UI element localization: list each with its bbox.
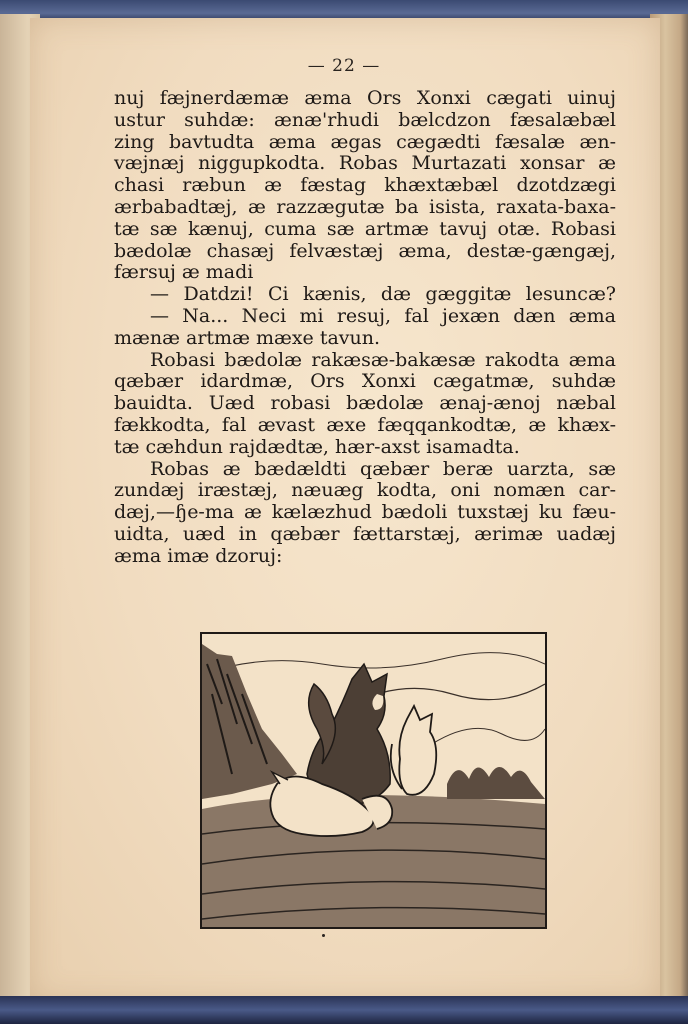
page-number: — 22 — [307, 56, 381, 76]
text-line: dæj,—ɧe-ma æ kælæzhud bædoli tuxstæj ku fæu- [114, 501, 616, 524]
text-line: uidta, uæd in qæbær fættarstæj, ærimæ uadæj [114, 522, 616, 545]
book-binding-bottom [0, 996, 688, 1024]
text-line: qæbær idardmæ, Ors Xonxi cægatmæ, suhdæ [114, 370, 616, 393]
text-line: tæ sæ kænuj, cuma sæ artmæ tavuj otæ. Robasi [114, 217, 616, 240]
page-speck [322, 934, 325, 937]
fox-engraving-image [202, 634, 545, 927]
dialogue-line: — Na... Neci mi resuj, fal jexæn dæn æma [150, 304, 616, 327]
text-line: bauidta. Uæd robasi bædolæ ænaj-ænoj næbal [114, 392, 616, 415]
text-line: ustur suhdæ: ænæ'rhudi bælcdzon fæsalæbæl [114, 108, 616, 131]
paragraph-start-line: Robasi bædolæ rakæsæ-bakæsæ rakodta æma [150, 348, 616, 371]
text-line: zing bavtudta æma ægas cægædti fæsalæ æn- [114, 130, 616, 153]
text-line: mænæ artmæ mæxe tavun. [114, 326, 381, 349]
text-line: ærbabadtæj, æ razzægutæ ba isista, raxata-baxa- [114, 195, 616, 218]
paragraph-start-line: Robas æ bædældti qæbær beræ uarzta, sæ [150, 457, 616, 480]
fox-illustration [200, 632, 547, 929]
body-text [114, 88, 616, 568]
text-line: tæ cæhdun rajdædtæ, hær-axst isamadta. [114, 435, 520, 458]
text-line: væjnæj niggupkodta. Robas Murtazati xonsar æ [114, 152, 616, 175]
text-line: bædolæ chasæj felvæstæj æma, destæ-gængæj, [114, 239, 616, 262]
dialogue-line: — Datdzi! Ci kænis, dæ gæggitæ lesuncæ? [150, 283, 616, 306]
text-line: nuj fæjnerdæmæ æma Ors Xonxi cægati uinuj [114, 87, 616, 109]
text-line: æma imæ dzoruj: [114, 544, 283, 567]
text-line: chasi ræbun æ fæstag khæxtæbæl dzotdzægi [114, 174, 616, 197]
text-line: fækkodta, fal ævast æxe fæqqankodtæ, æ khæx- [114, 413, 616, 436]
text-line: færsuj æ madi [114, 261, 254, 284]
text-line: zundæj iræstæj, næuæg kodta, oni nomæn car- [114, 479, 616, 502]
